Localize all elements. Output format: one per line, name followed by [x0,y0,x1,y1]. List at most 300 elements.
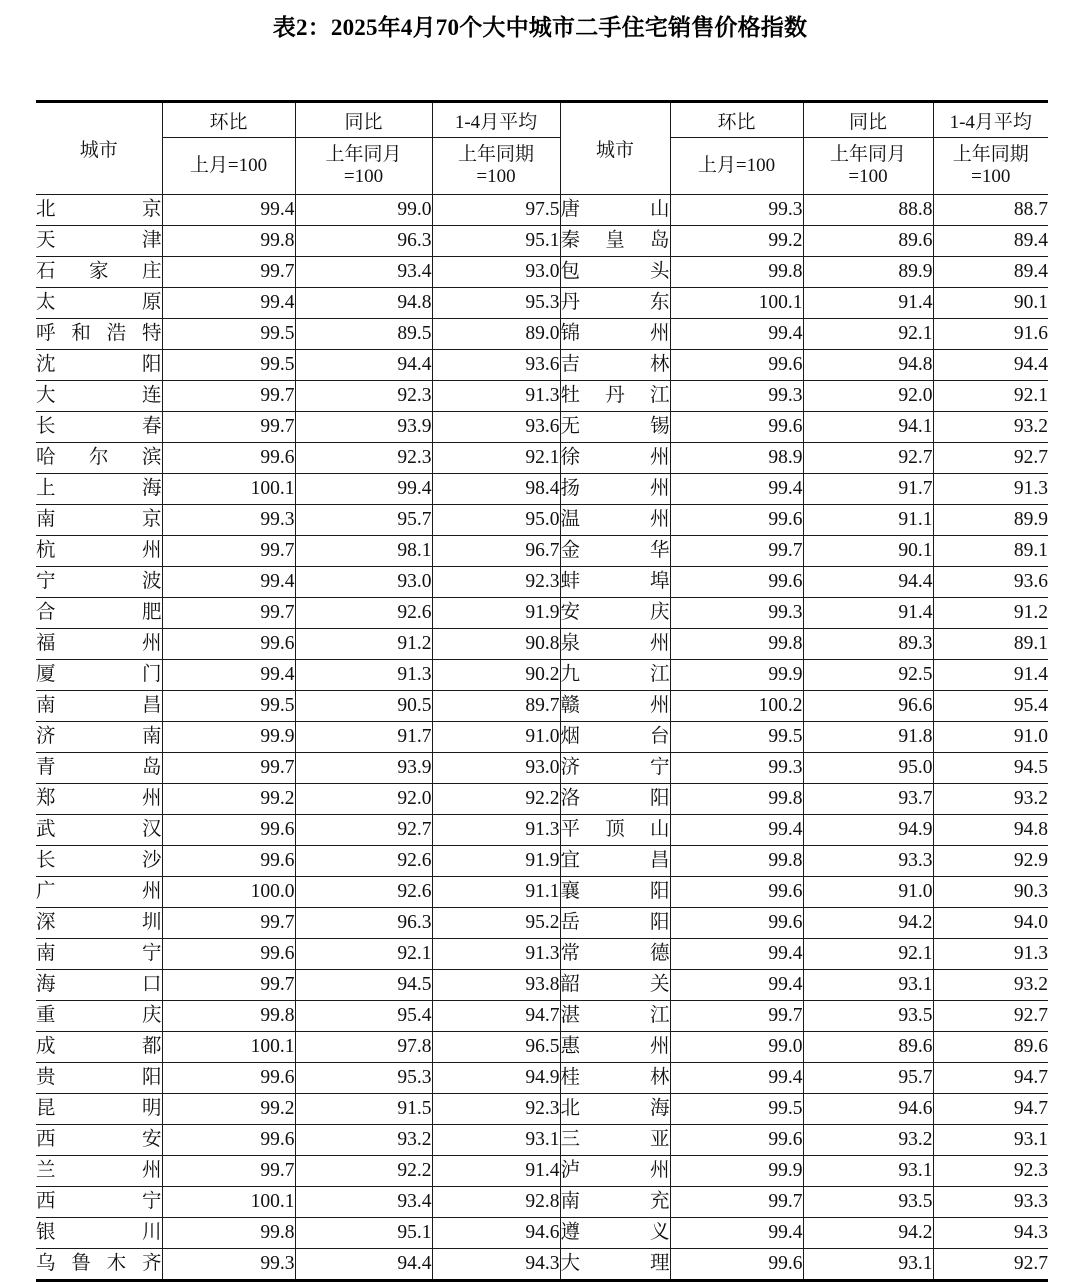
city-name-right: 牡丹江 [560,381,670,412]
city-name-right: 秦皇岛 [560,226,670,257]
city-name-right: 惠州 [560,1032,670,1063]
value-avg-left: 93.8 [432,970,560,1001]
city-name-right: 锦州 [560,319,670,350]
table-row [36,536,1048,567]
header-avg-base-left-line1: 上年同期 [457,143,534,165]
header-mom-base-left-text: 上月=100 [189,154,268,176]
value-mom-left: 99.4 [162,288,295,319]
value-yoy-right: 91.4 [803,598,933,629]
header-yoy-base-right-line2: =100 [848,166,888,187]
value-mom-left: 99.7 [162,412,295,443]
city-name-left: 贵阳 [36,1063,162,1094]
city-name-right: 唐山 [560,195,670,226]
value-avg-left: 95.3 [432,288,560,319]
table-row [36,474,1048,505]
table-row [36,1249,1048,1281]
city-name-right: 安庆 [560,598,670,629]
city-name-left: 郑州 [36,784,162,815]
header-avg-base-right [933,138,1048,195]
value-avg-right: 91.3 [933,939,1048,970]
value-avg-left: 94.7 [432,1001,560,1032]
value-avg-left: 91.0 [432,722,560,753]
table-row [36,319,1048,350]
header-avg-left: 1-4月平均 [432,102,560,138]
city-name-left: 天津 [36,226,162,257]
city-name-left: 宁波 [36,567,162,598]
table-header [36,102,1048,195]
value-mom-right: 99.4 [670,319,803,350]
header-city-right: 城市 [560,102,670,195]
value-mom-left: 99.6 [162,1125,295,1156]
header-yoy-base-left-line2: =100 [343,166,384,187]
header-yoy-base-left-line1: 上年同月 [325,143,402,165]
value-avg-left: 93.6 [432,350,560,381]
value-avg-right: 93.3 [933,1187,1048,1218]
city-name-right: 九江 [560,660,670,691]
city-name-left: 哈尔滨 [36,443,162,474]
city-name-left: 福州 [36,629,162,660]
value-yoy-right: 91.4 [803,288,933,319]
city-name-left: 杭州 [36,536,162,567]
header-avg-base-left-line2: =100 [476,166,516,187]
city-name-right: 遵义 [560,1218,670,1249]
header-row-base [36,138,1048,195]
value-yoy-right: 94.8 [803,350,933,381]
value-yoy-right: 94.4 [803,567,933,598]
value-avg-right: 94.7 [933,1094,1048,1125]
value-avg-left: 92.8 [432,1187,560,1218]
value-mom-left: 100.1 [162,1187,295,1218]
value-avg-right: 92.7 [933,1249,1048,1281]
value-mom-right: 99.6 [670,567,803,598]
value-avg-right: 89.6 [933,1032,1048,1063]
table-row [36,567,1048,598]
value-yoy-left: 98.1 [295,536,432,567]
value-mom-right: 99.8 [670,784,803,815]
value-yoy-right: 93.1 [803,1156,933,1187]
city-name-left: 南宁 [36,939,162,970]
value-avg-right: 92.1 [933,381,1048,412]
table-row [36,691,1048,722]
price-index-table-container [36,100,1048,1282]
value-avg-left: 98.4 [432,474,560,505]
value-yoy-left: 94.8 [295,288,432,319]
value-mom-right: 99.6 [670,505,803,536]
value-mom-left: 100.1 [162,474,295,505]
value-mom-right: 99.5 [670,1094,803,1125]
value-avg-right: 91.6 [933,319,1048,350]
value-mom-left: 99.2 [162,784,295,815]
city-name-left: 广州 [36,877,162,908]
value-mom-left: 99.4 [162,567,295,598]
table-row [36,350,1048,381]
table-row [36,226,1048,257]
value-yoy-right: 93.7 [803,784,933,815]
value-mom-right: 99.8 [670,257,803,288]
city-name-left: 北京 [36,195,162,226]
city-name-left: 厦门 [36,660,162,691]
value-avg-right: 94.7 [933,1063,1048,1094]
city-name-right: 南充 [560,1187,670,1218]
value-avg-right: 94.5 [933,753,1048,784]
value-mom-right: 99.3 [670,195,803,226]
value-avg-right: 94.8 [933,815,1048,846]
value-yoy-left: 97.8 [295,1032,432,1063]
value-avg-left: 92.3 [432,567,560,598]
value-mom-right: 99.4 [670,970,803,1001]
value-avg-right: 89.4 [933,257,1048,288]
table-row [36,381,1048,412]
value-avg-left: 91.9 [432,846,560,877]
value-yoy-right: 91.7 [803,474,933,505]
table-row [36,815,1048,846]
value-avg-right: 89.9 [933,505,1048,536]
city-name-left: 长沙 [36,846,162,877]
value-yoy-left: 94.4 [295,350,432,381]
value-yoy-right: 88.8 [803,195,933,226]
value-mom-right: 99.6 [670,1125,803,1156]
value-mom-right: 99.7 [670,1187,803,1218]
city-name-right: 湛江 [560,1001,670,1032]
value-yoy-left: 93.0 [295,567,432,598]
value-avg-right: 93.2 [933,412,1048,443]
value-mom-left: 99.7 [162,257,295,288]
value-avg-right: 89.4 [933,226,1048,257]
city-name-right: 扬州 [560,474,670,505]
value-yoy-left: 90.5 [295,691,432,722]
value-mom-left: 100.1 [162,1032,295,1063]
table-row [36,598,1048,629]
value-mom-right: 99.8 [670,846,803,877]
header-mom-base-right-text: 上月=100 [697,154,776,176]
city-name-left: 呼和浩特 [36,319,162,350]
city-name-right: 三亚 [560,1125,670,1156]
city-name-right: 蚌埠 [560,567,670,598]
table-row [36,1094,1048,1125]
city-name-left: 重庆 [36,1001,162,1032]
value-mom-right: 99.6 [670,412,803,443]
header-yoy-base-right [803,138,933,195]
value-yoy-right: 93.1 [803,970,933,1001]
value-avg-left: 93.1 [432,1125,560,1156]
value-avg-right: 90.1 [933,288,1048,319]
table-row [36,1032,1048,1063]
value-mom-right: 99.4 [670,1063,803,1094]
table-row [36,908,1048,939]
value-avg-left: 96.7 [432,536,560,567]
value-yoy-right: 92.0 [803,381,933,412]
value-mom-left: 99.7 [162,536,295,567]
value-mom-right: 100.2 [670,691,803,722]
value-avg-right: 92.9 [933,846,1048,877]
table-row [36,288,1048,319]
value-avg-left: 97.5 [432,195,560,226]
value-mom-left: 99.4 [162,660,295,691]
value-yoy-right: 92.1 [803,319,933,350]
value-yoy-left: 92.1 [295,939,432,970]
city-name-left: 合肥 [36,598,162,629]
value-yoy-right: 96.6 [803,691,933,722]
header-yoy-left: 同比 [295,102,432,138]
city-name-left: 武汉 [36,815,162,846]
value-avg-left: 95.0 [432,505,560,536]
header-avg-right: 1-4月平均 [933,102,1048,138]
city-name-right: 宜昌 [560,846,670,877]
table-row [36,1125,1048,1156]
value-avg-right: 93.2 [933,970,1048,1001]
value-avg-left: 95.2 [432,908,560,939]
value-yoy-right: 93.1 [803,1249,933,1281]
table-row [36,443,1048,474]
value-avg-right: 90.3 [933,877,1048,908]
table-row [36,1218,1048,1249]
value-mom-left: 99.7 [162,908,295,939]
city-name-right: 韶关 [560,970,670,1001]
value-mom-right: 99.9 [670,1156,803,1187]
table-row [36,846,1048,877]
value-yoy-right: 95.7 [803,1063,933,1094]
value-yoy-left: 92.7 [295,815,432,846]
value-yoy-left: 96.3 [295,226,432,257]
city-name-right: 泸州 [560,1156,670,1187]
header-mom-right: 环比 [670,102,803,138]
value-yoy-left: 93.4 [295,257,432,288]
value-avg-left: 91.3 [432,815,560,846]
value-yoy-left: 92.6 [295,598,432,629]
value-mom-right: 99.4 [670,1218,803,1249]
value-yoy-right: 93.2 [803,1125,933,1156]
value-mom-left: 99.8 [162,226,295,257]
value-avg-left: 91.1 [432,877,560,908]
value-yoy-left: 92.6 [295,877,432,908]
value-mom-left: 99.3 [162,1249,295,1281]
value-mom-right: 99.3 [670,598,803,629]
value-avg-right: 93.2 [933,784,1048,815]
value-avg-left: 96.5 [432,1032,560,1063]
header-yoy-right: 同比 [803,102,933,138]
value-yoy-left: 92.6 [295,846,432,877]
value-avg-right: 94.0 [933,908,1048,939]
value-avg-right: 94.3 [933,1218,1048,1249]
value-mom-right: 99.6 [670,877,803,908]
city-name-right: 吉林 [560,350,670,381]
value-mom-right: 99.3 [670,381,803,412]
value-avg-left: 94.6 [432,1218,560,1249]
city-name-left: 西安 [36,1125,162,1156]
city-name-left: 上海 [36,474,162,505]
value-avg-right: 92.3 [933,1156,1048,1187]
table-row [36,970,1048,1001]
value-yoy-left: 91.5 [295,1094,432,1125]
table-row [36,257,1048,288]
value-avg-left: 94.3 [432,1249,560,1281]
city-name-left: 大连 [36,381,162,412]
value-yoy-left: 95.3 [295,1063,432,1094]
city-name-left: 青岛 [36,753,162,784]
value-avg-right: 94.4 [933,350,1048,381]
value-mom-left: 99.7 [162,381,295,412]
value-yoy-left: 94.5 [295,970,432,1001]
value-avg-left: 92.2 [432,784,560,815]
city-name-right: 金华 [560,536,670,567]
value-mom-left: 99.5 [162,319,295,350]
city-name-left: 深圳 [36,908,162,939]
value-avg-right: 89.1 [933,629,1048,660]
table-row [36,1156,1048,1187]
city-name-right: 襄阳 [560,877,670,908]
value-avg-right: 88.7 [933,195,1048,226]
city-name-right: 丹东 [560,288,670,319]
value-yoy-left: 91.2 [295,629,432,660]
city-name-right: 泉州 [560,629,670,660]
value-mom-right: 99.3 [670,753,803,784]
city-name-right: 烟台 [560,722,670,753]
value-mom-right: 100.1 [670,288,803,319]
value-yoy-right: 93.5 [803,1187,933,1218]
city-name-left: 沈阳 [36,350,162,381]
value-avg-left: 93.0 [432,257,560,288]
value-avg-right: 91.0 [933,722,1048,753]
value-yoy-left: 99.0 [295,195,432,226]
value-yoy-left: 91.7 [295,722,432,753]
value-mom-left: 99.4 [162,195,295,226]
value-yoy-left: 92.3 [295,443,432,474]
value-mom-left: 99.5 [162,691,295,722]
value-yoy-right: 89.9 [803,257,933,288]
value-avg-right: 93.6 [933,567,1048,598]
table-row [36,1001,1048,1032]
value-avg-right: 92.7 [933,1001,1048,1032]
header-yoy-base-right-line1: 上年同月 [829,143,906,165]
city-name-right: 岳阳 [560,908,670,939]
value-mom-left: 99.6 [162,939,295,970]
city-name-left: 南京 [36,505,162,536]
city-name-left: 南昌 [36,691,162,722]
table-body [36,195,1048,1281]
value-yoy-left: 93.2 [295,1125,432,1156]
header-city-left: 城市 [36,102,162,195]
value-mom-right: 99.6 [670,908,803,939]
city-name-left: 兰州 [36,1156,162,1187]
table-row [36,629,1048,660]
value-mom-left: 99.6 [162,443,295,474]
value-avg-left: 90.8 [432,629,560,660]
value-avg-left: 90.2 [432,660,560,691]
value-mom-left: 99.6 [162,815,295,846]
header-mom-base-left [162,138,295,195]
city-name-right: 大理 [560,1249,670,1281]
value-avg-left: 91.4 [432,1156,560,1187]
value-yoy-right: 93.3 [803,846,933,877]
city-name-left: 昆明 [36,1094,162,1125]
value-mom-right: 99.9 [670,660,803,691]
city-name-right: 包头 [560,257,670,288]
value-yoy-right: 91.8 [803,722,933,753]
value-mom-right: 99.6 [670,1249,803,1281]
value-mom-left: 99.6 [162,629,295,660]
value-mom-left: 99.7 [162,753,295,784]
value-yoy-right: 95.0 [803,753,933,784]
city-name-left: 太原 [36,288,162,319]
value-avg-left: 92.1 [432,443,560,474]
value-yoy-right: 89.6 [803,226,933,257]
value-avg-left: 91.3 [432,381,560,412]
value-mom-left: 99.6 [162,846,295,877]
value-yoy-left: 99.4 [295,474,432,505]
city-name-left: 乌鲁木齐 [36,1249,162,1281]
value-avg-left: 91.9 [432,598,560,629]
city-name-right: 无锡 [560,412,670,443]
value-avg-left: 89.0 [432,319,560,350]
city-name-left: 长春 [36,412,162,443]
city-name-left: 成都 [36,1032,162,1063]
value-avg-left: 94.9 [432,1063,560,1094]
value-yoy-right: 91.0 [803,877,933,908]
value-mom-left: 99.7 [162,598,295,629]
table-row [36,939,1048,970]
city-name-left: 银川 [36,1218,162,1249]
table-row [36,1187,1048,1218]
value-avg-left: 91.3 [432,939,560,970]
value-mom-right: 99.0 [670,1032,803,1063]
city-name-right: 洛阳 [560,784,670,815]
value-yoy-right: 89.3 [803,629,933,660]
value-yoy-left: 95.1 [295,1218,432,1249]
value-mom-left: 99.3 [162,505,295,536]
value-avg-right: 91.2 [933,598,1048,629]
city-name-right: 北海 [560,1094,670,1125]
value-mom-right: 99.8 [670,629,803,660]
value-mom-right: 99.7 [670,1001,803,1032]
city-name-left: 西宁 [36,1187,162,1218]
value-avg-right: 92.7 [933,443,1048,474]
value-avg-left: 95.1 [432,226,560,257]
value-mom-left: 99.7 [162,970,295,1001]
city-name-right: 温州 [560,505,670,536]
value-mom-left: 100.0 [162,877,295,908]
table-row [36,1063,1048,1094]
city-name-right: 济宁 [560,753,670,784]
table-row [36,722,1048,753]
value-mom-right: 99.4 [670,939,803,970]
value-yoy-right: 92.1 [803,939,933,970]
value-yoy-right: 94.1 [803,412,933,443]
city-name-left: 海口 [36,970,162,1001]
value-yoy-left: 92.3 [295,381,432,412]
value-yoy-left: 93.4 [295,1187,432,1218]
value-yoy-left: 95.4 [295,1001,432,1032]
value-yoy-right: 94.2 [803,1218,933,1249]
city-name-right: 桂林 [560,1063,670,1094]
value-avg-left: 92.3 [432,1094,560,1125]
city-name-right: 常德 [560,939,670,970]
header-avg-base-left [432,138,560,195]
city-name-right: 徐州 [560,443,670,474]
value-yoy-right: 89.6 [803,1032,933,1063]
value-yoy-right: 94.6 [803,1094,933,1125]
table-row [36,505,1048,536]
value-avg-left: 89.7 [432,691,560,722]
value-avg-left: 93.0 [432,753,560,784]
value-yoy-right: 94.9 [803,815,933,846]
value-mom-left: 99.9 [162,722,295,753]
value-avg-right: 89.1 [933,536,1048,567]
table-row [36,753,1048,784]
value-avg-right: 91.4 [933,660,1048,691]
value-yoy-left: 93.9 [295,412,432,443]
value-mom-right: 98.9 [670,443,803,474]
header-yoy-base-left [295,138,432,195]
